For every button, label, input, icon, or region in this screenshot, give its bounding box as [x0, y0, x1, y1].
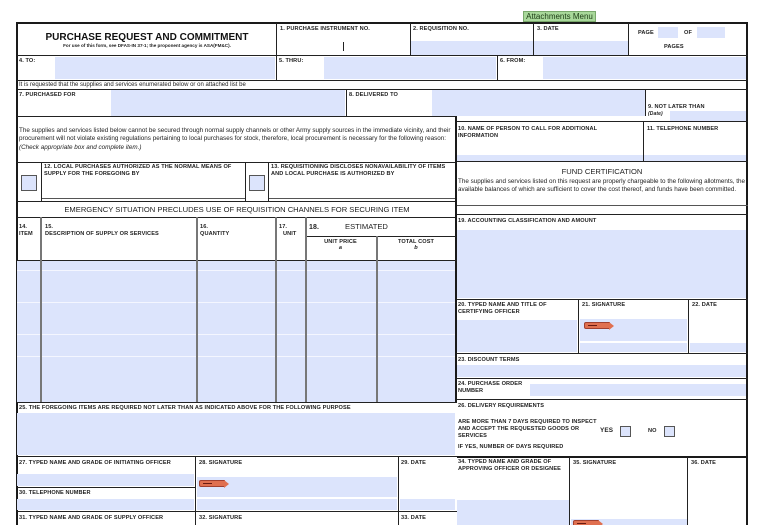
certifying-signature-label: 21. SIGNATURE — [582, 302, 626, 308]
divider — [41, 162, 42, 201]
total-cost-label: TOTAL COST — [397, 239, 435, 245]
divider — [17, 217, 457, 218]
divider — [569, 457, 570, 525]
divider — [276, 23, 277, 56]
requisition-no-input[interactable] — [411, 41, 533, 55]
initiating-sign-button[interactable] — [199, 480, 225, 487]
item-12-checkbox[interactable] — [21, 175, 37, 191]
divider — [305, 236, 456, 237]
initiating-signature-label: 28. SIGNATURE — [199, 460, 243, 466]
fund-certification-text: The supplies and services listed on this request are properly chargeable to the following allotments, the available balances of which are sufficient to cover the cost thereof, and funds have been committed. — [458, 178, 746, 194]
col-17-label: UNIT — [283, 231, 297, 237]
divider — [457, 456, 748, 458]
delivery-question: ARE MORE THAN 7 DAYS REQUIRED TO INSPECT AND ACCEPT THE REQUESTED GOODS OR SERVICES — [458, 419, 597, 439]
col-14-label: ITEM — [19, 231, 33, 237]
fund-certification-title: FUND CERTIFICATION — [561, 167, 643, 176]
contact-phone-label: 11. TELEPHONE NUMBER — [647, 126, 719, 132]
purchase-instrument-input[interactable] — [278, 37, 410, 54]
divider — [457, 205, 748, 206]
divider — [17, 456, 457, 457]
form-title: PURCHASE REQUEST AND COMMITMENT — [45, 32, 249, 43]
divider — [457, 378, 748, 379]
col-14-num: 14. — [19, 224, 28, 230]
to-label: 4. TO: — [19, 58, 36, 64]
purchase-order-input[interactable] — [530, 384, 746, 396]
yes-checkbox[interactable] — [620, 426, 631, 437]
divider — [17, 162, 457, 163]
supply-name-label: 31. TYPED NAME AND GRADE OF SUPPLY OFFICER — [19, 515, 164, 521]
purchase-order-label: 24. PURCHASE ORDER NUMBER — [458, 381, 523, 394]
col-16-label: QUANTITY — [200, 231, 230, 237]
initiating-name-label: 27. TYPED NAME AND GRADE OF INITIATING OFFICER — [19, 460, 171, 466]
divider — [276, 55, 277, 80]
item-12-label: 12. LOCAL PURCHASES AUTHORIZED AS THE NORMAL MEANS OF SUPPLY FOR THE FOREGOING BY — [44, 164, 232, 177]
divider — [17, 487, 195, 488]
page-label: PAGE — [638, 30, 654, 36]
divider — [497, 55, 498, 80]
divider — [645, 121, 748, 122]
row-separator — [17, 334, 455, 335]
divider — [578, 299, 579, 353]
divider — [17, 55, 748, 56]
initiating-phone-label: 30. TELEPHONE NUMBER — [19, 490, 91, 496]
supply-signature-label: 32. SIGNATURE — [199, 515, 243, 521]
col-15-label: DESCRIPTION OF SUPPLY OR SERVICES — [45, 231, 159, 237]
divider — [457, 299, 748, 300]
date-input[interactable] — [534, 41, 628, 55]
initiating-phone-input[interactable] — [17, 499, 194, 510]
divider — [457, 214, 748, 215]
no-label: NO — [648, 428, 657, 434]
initiating-name-input[interactable] — [17, 474, 194, 486]
divider — [269, 198, 457, 199]
row-separator — [17, 302, 455, 303]
no-checkbox[interactable] — [664, 426, 675, 437]
item-13-checkbox[interactable] — [249, 175, 265, 191]
col-divider — [275, 217, 277, 402]
certifying-date-input[interactable] — [690, 343, 746, 352]
discount-terms-label: 23. DISCOUNT TERMS — [458, 357, 520, 363]
divider — [457, 121, 645, 122]
initiating-date-input[interactable] — [400, 499, 455, 510]
justification-text — [19, 127, 453, 152]
certifying-name-label: 20. TYPED NAME AND TITLE OF CERTIFYING OFFICER — [458, 302, 547, 315]
delivery-label: 26. DELIVERY REQUIREMENTS — [458, 403, 545, 409]
divider — [688, 299, 689, 353]
unit-price-label: UNIT PRICE — [324, 239, 357, 245]
certifying-date-label: 22. DATE — [692, 302, 717, 308]
request-statement: It is requested that the supplies and services enumerated below or on attached list be — [19, 82, 246, 88]
divider — [457, 161, 748, 162]
certifying-signature-date-field[interactable] — [580, 343, 687, 352]
field-2-label: 2. REQUISITION NO. — [413, 26, 469, 32]
of-label: OF — [684, 30, 692, 36]
approving-name-label: 34. TYPED NAME AND GRADE OF APPROVING OFFICER OR DESIGNEE — [458, 459, 561, 472]
initiating-signature-date-field[interactable] — [197, 499, 397, 510]
divider — [17, 402, 457, 403]
field-3-label: 3. DATE — [537, 26, 559, 32]
item-13-label: 13. REQUISITIONING DISCLOSES NONAVAILABILITY OF ITEMS AND LOCAL PURCHASE IS AUTHORIZED BY — [271, 164, 446, 177]
col-divider — [305, 217, 307, 402]
contact-name-label: 10. NAME OF PERSON TO CALL FOR ADDITIONAL INFORMATION — [458, 126, 598, 139]
emergency-label: EMERGENCY SITUATION PRECLUDES USE OF REQUISITION CHANNELS FOR SECURING ITEM — [64, 205, 410, 214]
divider — [398, 456, 399, 525]
not-later-than-label: 9. NOT LATER THAN — [648, 104, 705, 110]
initiating-date-label: 29. DATE — [401, 460, 426, 466]
pages-label: PAGES — [664, 44, 684, 50]
unit-price-letter: a — [338, 245, 343, 251]
justification-body: The supplies and services listed below cannot be secured through normal supply channels or other Army supply sources in the immediate vicinity, and their procurement will not violate existing regulations pertaining to local purchases for stock, therefore, local procurement is necessary for the following reason: — [19, 127, 451, 143]
row-separator — [17, 356, 455, 357]
divider — [645, 89, 646, 116]
divider — [457, 353, 748, 354]
row-separator — [17, 270, 455, 271]
total-pages-input[interactable] — [697, 27, 725, 38]
purchased-for-label: 7. PURCHASED FOR — [19, 92, 76, 98]
approving-name-input[interactable] — [457, 500, 569, 525]
delivered-to-input[interactable] — [432, 90, 645, 116]
divider — [346, 89, 347, 116]
col-divider — [196, 217, 198, 402]
approving-sign-button[interactable] — [573, 520, 599, 525]
thru-label: 5. THRU: — [279, 58, 304, 64]
supply-date-label: 33. DATE — [401, 515, 426, 521]
items-table-body[interactable] — [17, 261, 455, 402]
accounting-label: 19. ACCOUNTING CLASSIFICATION AND AMOUNT — [458, 218, 597, 224]
divider — [628, 23, 629, 56]
from-label: 6. FROM: — [500, 58, 526, 64]
col-15-num: 15. — [45, 224, 54, 230]
form-subtitle: For use of this form, see DFAS-IN 37-1; the proponent agency is ASA(FM&C). — [63, 43, 231, 48]
not-later-than-sub: (Date) — [648, 111, 663, 117]
days-required-label: IF YES, NUMBER OF DAYS REQUIRED — [458, 444, 564, 450]
col-18-label: ESTIMATED — [345, 222, 388, 231]
divider — [457, 399, 748, 400]
to-input[interactable] — [55, 57, 275, 79]
attachments-menu-button[interactable]: Attachments Menu — [523, 11, 596, 22]
yes-label: YES — [600, 427, 614, 434]
purpose-label: 25. THE FOREGOING ITEMS ARE REQUIRED NOT LATER THAN AS INDICATED ABOVE FOR THE FOLLOWING PURPOSE — [19, 405, 351, 411]
divider — [245, 162, 246, 201]
text-cursor — [343, 42, 344, 51]
certifying-sign-button[interactable] — [584, 322, 610, 329]
page-number-input[interactable] — [658, 27, 678, 38]
divider — [42, 198, 246, 199]
field-1-label: 1. PURCHASE INSTRUMENT NO. — [280, 26, 370, 32]
purchased-for-input[interactable] — [111, 90, 345, 116]
approving-date-label: 36. DATE — [691, 460, 716, 466]
divider — [195, 456, 196, 525]
col-18-num: 18. — [309, 224, 320, 231]
col-17-num: 17. — [279, 224, 288, 230]
col-divider — [376, 236, 378, 402]
discount-terms-input[interactable] — [457, 365, 746, 377]
from-input[interactable] — [543, 57, 746, 79]
total-cost-letter: b — [414, 245, 418, 251]
purpose-input[interactable] — [17, 413, 455, 455]
col-divider — [40, 217, 42, 402]
divider — [268, 162, 269, 201]
justification-instruction: (Check appropriate box and complete item.) — [19, 143, 142, 151]
divider — [17, 201, 457, 202]
col-16-num: 16. — [200, 224, 209, 230]
delivered-to-label: 8. DELIVERED TO — [349, 92, 398, 98]
certifying-name-input[interactable] — [457, 320, 577, 352]
divider — [687, 457, 688, 525]
divider — [17, 511, 457, 512]
approving-signature-label: 35. SIGNATURE — [573, 460, 617, 466]
accounting-input[interactable] — [457, 230, 746, 298]
not-later-than-input[interactable] — [670, 111, 746, 121]
divider — [17, 116, 457, 117]
thru-input[interactable] — [324, 57, 496, 79]
